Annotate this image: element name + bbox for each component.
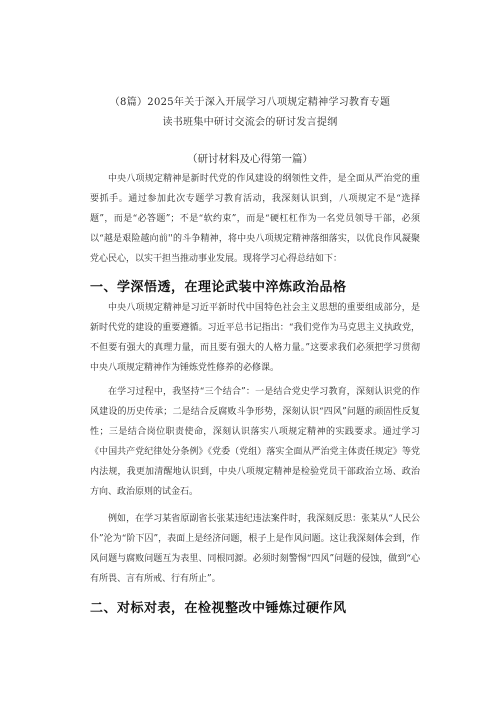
intro-paragraph: 中央八项规定精神是新时代党的作风建设的纲领性文件，是全面从严治党的重要抓手。通过参加此次专题学习教育活动，我深刻认识到，八项规定不是“选择题”，而是“必答题”；不是“软约束”，而是“硬杠杠作为一名党员领导干部，必须以“越是艰险越向前''的斗争精神，将中央八项规定精神落细落实，以优良作风凝聚党心民心，以实干担当推动事业发展。现将学习心得总结如下： bbox=[90, 174, 420, 264]
section-1-paragraph-2: 在学习过程中，我坚持“三个结合”：一是结合党史学习教育，深刻认识党的作风建设的历史传承；二是结合反腐败斗争形势，深刻认识“四风”问题的顽固性反复性；三是结合岗位职责使命，深刻认识落实八项规定精神的实践要求。通过学习《中国共产党纪律处分条例》《党委（党组）落实全面从严治党主体责任规定》等党内法规，我更加清醒地认识到，中央八项规定精神是检验党员干部政治立场、政治方向、政治原则的试金石。 bbox=[90, 387, 420, 497]
section-1-heading: 一、学深悟透，在理论武装中淬炼政治品格 bbox=[90, 280, 347, 295]
document-title-line-2: 读书班集中研讨交流会的研讨发言提纲 bbox=[162, 117, 338, 128]
document-subtitle: （研讨材料及心得第一篇） bbox=[187, 153, 313, 165]
section-2-heading: 二、对标对表，在检视整改中锤炼过硬作风 bbox=[90, 601, 347, 616]
section-1-paragraph-1: 中央八项规定精神是习近平新时代中国特色社会主义思想的重要组成部分，是新时代党的建设的重要遵循。习近平总书记指出：“我们党作为马克思主义执政党，不但要有强大的真理力量，而且要有强大的人格力量。”这要求我们必须把学习贯彻中央八项规定精神作为锤炼党性修养的必修课。 bbox=[90, 303, 420, 373]
document-title-line-1: （8篇）2025年关于深入开展学习八项规定精神学习教育专题 bbox=[109, 97, 391, 108]
section-1-paragraph-3: 例如，在学习某省原副省长张某违纪违法案件时，我深刻反思：张某从“人民公仆”沦为“阶下囚”，表面上是经济问题，根子上是作风问题。这让我深刻体会到，作风问题与腐败问题互为表里、同根同源。必须时刻警惕“四风”问题的侵蚀，做到“心有所畏、言有所戒、行有所止”。 bbox=[90, 514, 420, 584]
